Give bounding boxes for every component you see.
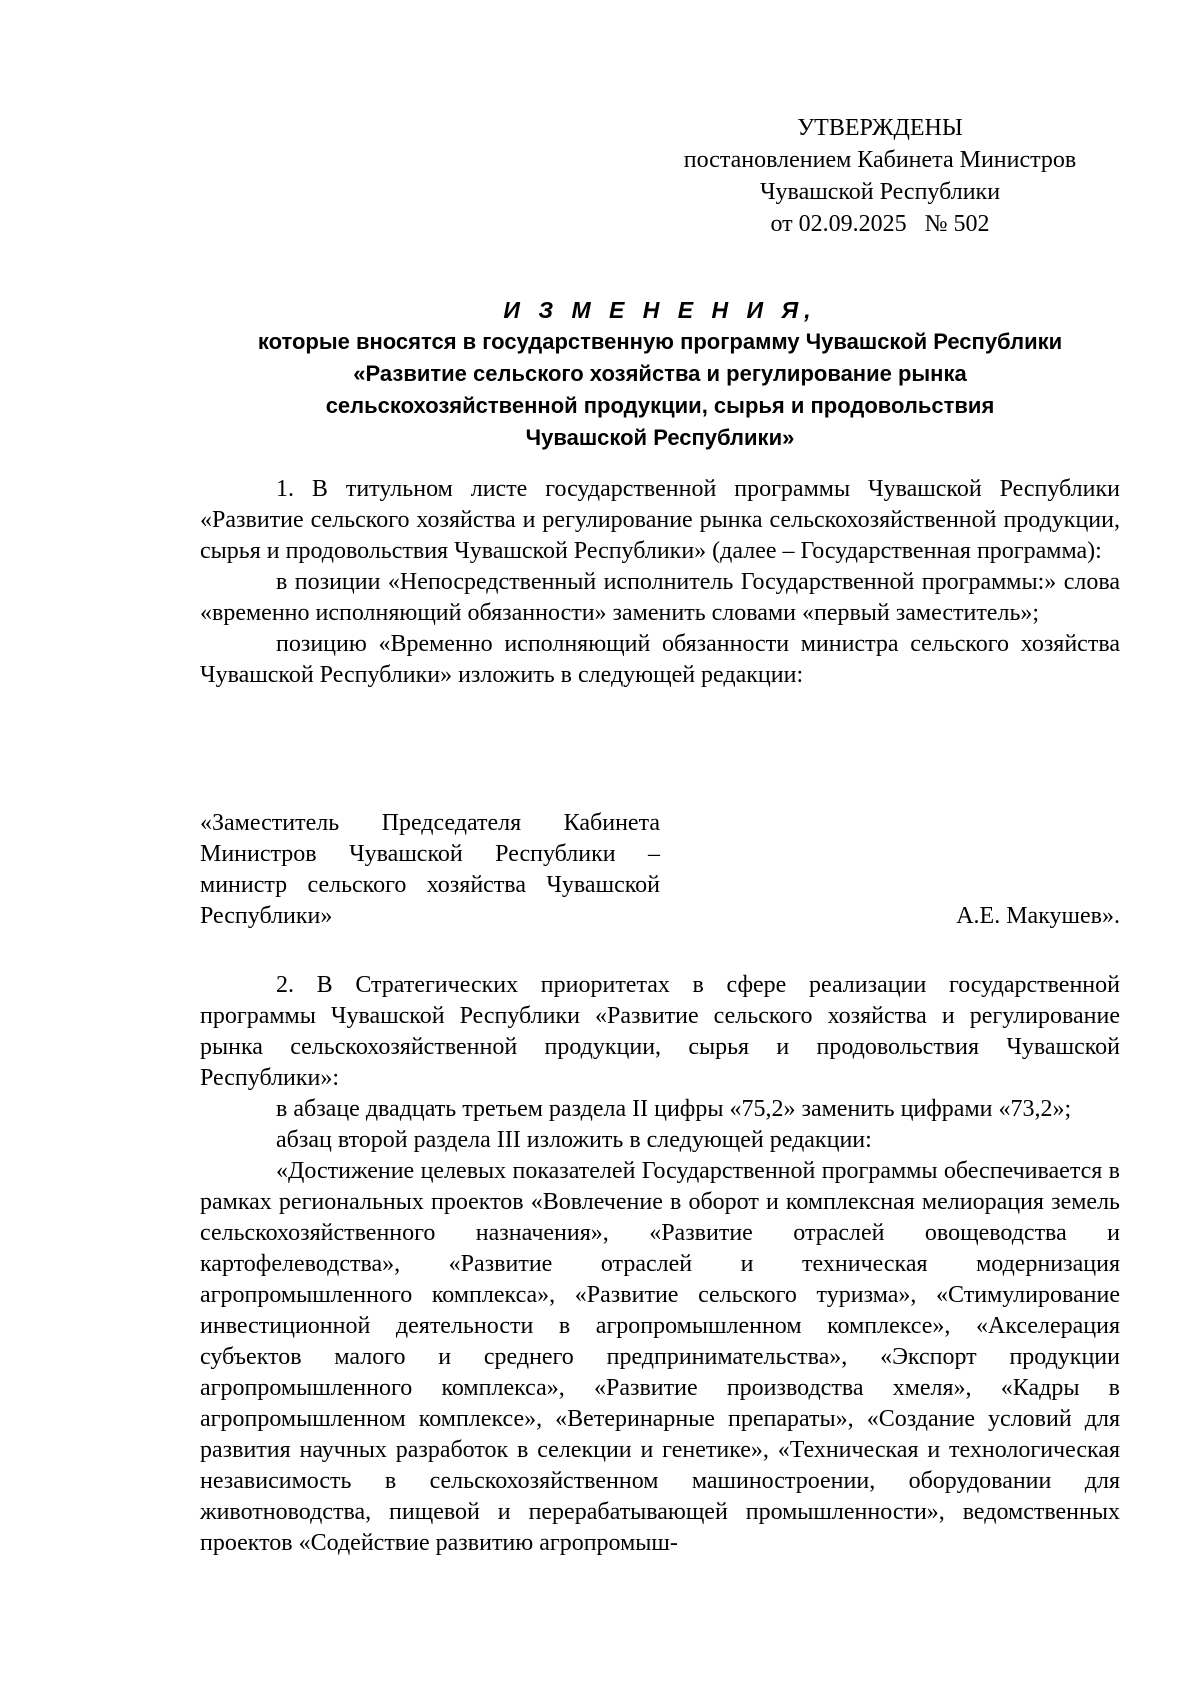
approval-issuer: постановлением Кабинета Министров bbox=[683, 147, 1077, 173]
section-2-paragraph-3: абзац второй раздела III изложить в следующей редакции: bbox=[276, 1127, 872, 1153]
approval-date-number bbox=[640, 208, 1120, 240]
title-line-1: которые вносятся в государственную программу Чувашской Республики bbox=[257, 329, 1063, 354]
approval-number: № 502 bbox=[924, 211, 990, 237]
approval-heading: УТВЕРЖДЕНЫ bbox=[797, 115, 963, 141]
section-1-paragraph-1: 1. В титульном листе государственной программы Чувашской Республики «Развитие сельского хозяйства и регулирование рынка сельскохозяйственной продукции, сырья и продовольствия Чувашской Республики» (далее – Государственная программа): bbox=[200, 476, 1120, 564]
approval-date: от 02.09.2025 bbox=[770, 211, 907, 237]
document-title bbox=[200, 294, 1120, 454]
section-1 bbox=[200, 474, 1120, 691]
section-2-paragraph-1: 2. В Стратегических приоритетах в сфере реализации государственной программы Чувашской Республики «Развитие сельского хозяйства и регулирование рынка сельскохозяйственной продукции, сырья и продовольствия Чувашской Республики»: bbox=[200, 972, 1120, 1091]
signature-name: А.Е. Макушев». bbox=[956, 903, 1120, 929]
signature-position: «Заместитель Председателя Кабинета Министров Чувашской Республики – министр сельского хозяйства Чувашской Республики» bbox=[200, 810, 660, 929]
section-2 bbox=[200, 970, 1120, 1559]
section-2-paragraph-4: «Достижение целевых показателей Государственной программы обеспечивается в рамках региональных проектов «Вовлечение в оборот и комплексная мелиорация земель сельскохозяйственного назначения», «Развитие отраслей овощеводства и картофелеводства», «Развитие отраслей и техническая модернизация агропромышленного комплекса», «Развитие сельского туризма», «Стимулирование инвестиционной деятельности в агропромышленном комплексе», «Акселерация субъектов малого и среднего предпринимательства», «Экспорт продукции агропромышленного комплекса», «Развитие производства хмеля», «Кадры в агропромышленном комплексе», «Ветеринарные препараты», «Создание условий для развития научных разработок в селекции и генетике», «Техническая и технологическая независимость в сельскохозяйственном машиностроении, оборудовании для животноводства, пищевой и перерабатывающей промышленности», ведомственных проектов «Содействие развитию агропромыш- bbox=[200, 1158, 1120, 1556]
title-line-3: сельскохозяйственной продукции, сырья и продовольствия bbox=[325, 393, 995, 418]
section-1-paragraph-2: в позиции «Непосредственный исполнитель Государственной программы:» слова «временно исполняющий обязанности» заменить словами «первый заместитель»; bbox=[200, 569, 1120, 626]
approval-stamp-block bbox=[640, 112, 1120, 240]
title-line-4: Чувашской Республики» bbox=[525, 425, 795, 450]
signature-block bbox=[200, 808, 1120, 938]
section-2-paragraph-2: в абзаце двадцать третьем раздела II цифры «75,2» заменить цифрами «73,2»; bbox=[276, 1096, 1072, 1122]
approval-region: Чувашской Республики bbox=[759, 179, 1001, 205]
title-line-2: «Развитие сельского хозяйства и регулирование рынка bbox=[353, 361, 967, 386]
title-heading: И З М Е Н Е Н И Я, bbox=[503, 297, 817, 323]
section-1-paragraph-3: позицию «Временно исполняющий обязанности министра сельского хозяйства Чувашской Республики» изложить в следующей редакции: bbox=[200, 631, 1120, 688]
